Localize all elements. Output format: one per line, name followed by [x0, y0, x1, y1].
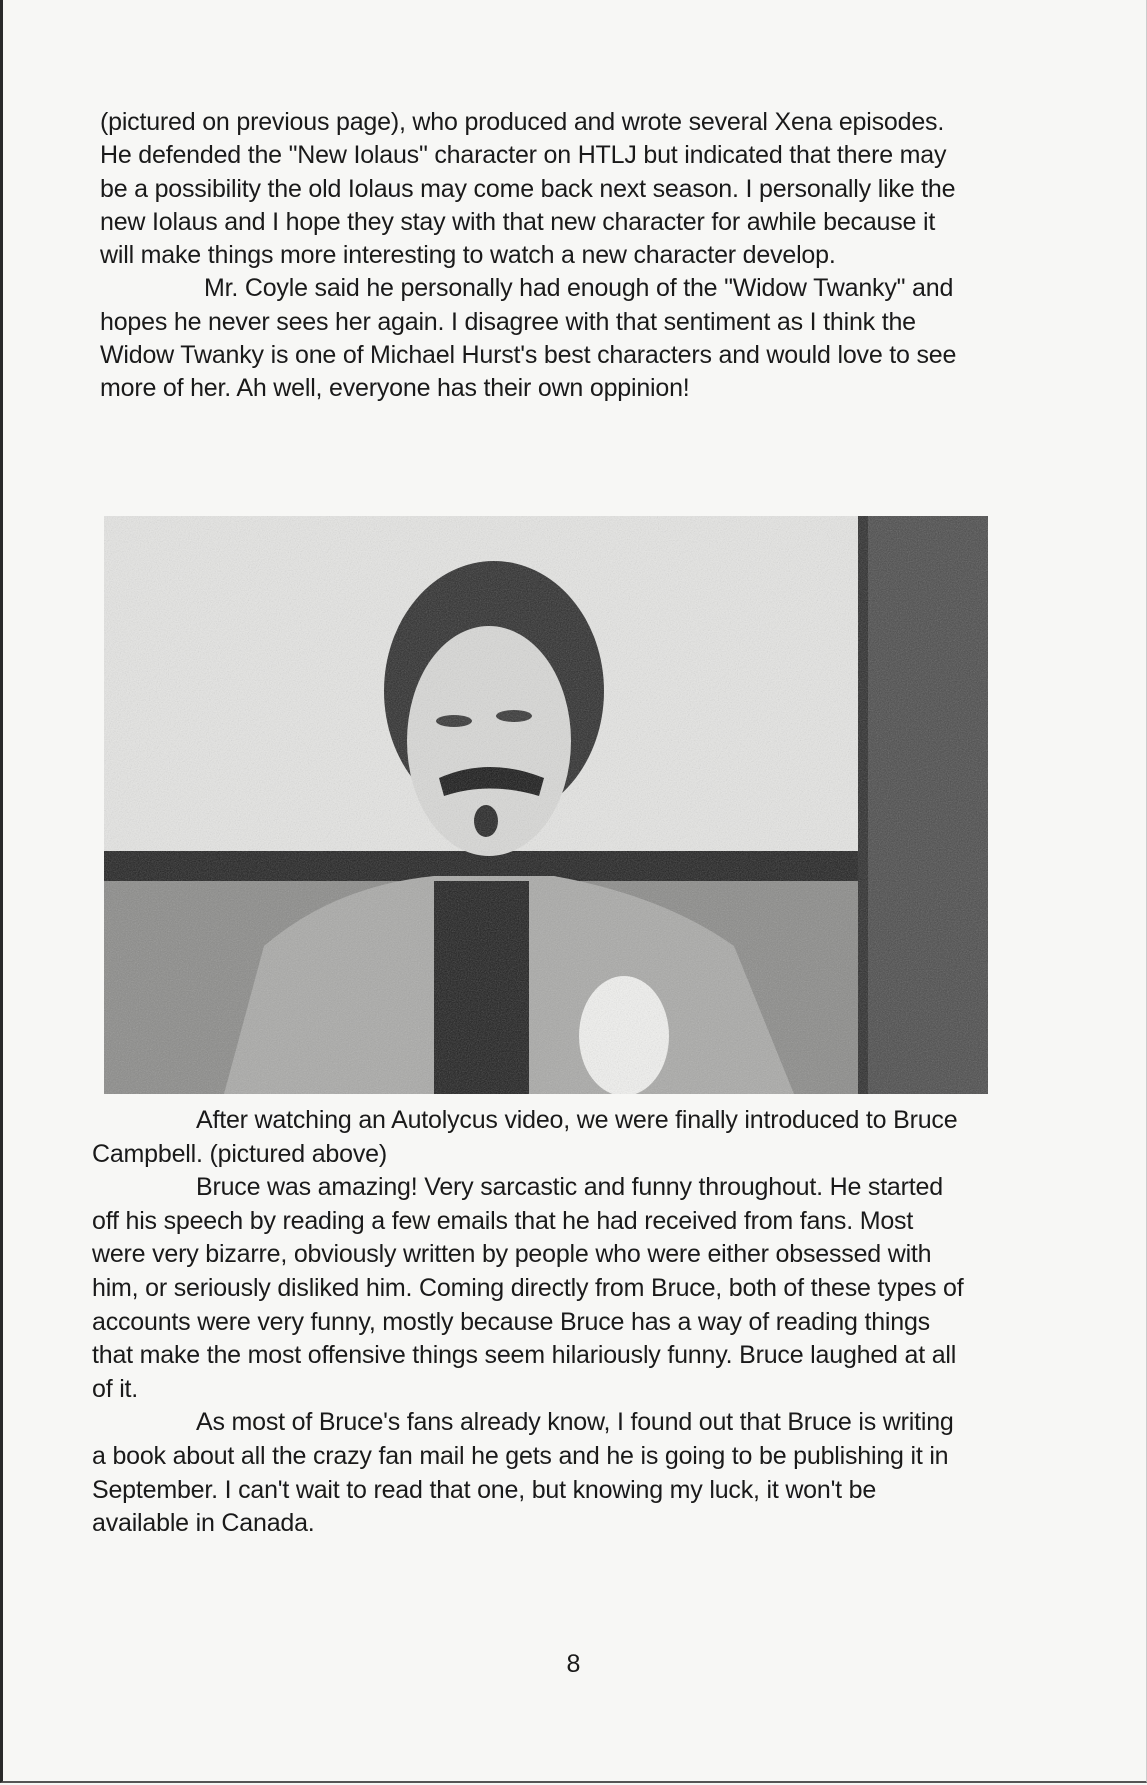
article-text-top [100, 106, 970, 406]
article-text-bottom [92, 1104, 970, 1541]
paragraph: Mr. Coyle said he personally had enough of the "Widow Twanky" and hopes he never sees her again. I disagree with that sentiment as I think the Widow Twanky is one of Michael Hurst's best characters and would love to see more of her. Ah well, everyone has their own oppinion! [100, 274, 957, 403]
paragraph: Bruce was amazing! Very sarcastic and funny throughout. He started off his speech by reading a few emails that he had received from fans. Most were very bizarre, obviously written by people who were either obsessed with him, or seriously disliked him. Coming directly from Bruce, both of these types of accounts were very funny, mostly because Bruce has a way of reading things that make the most offensive things seem hilariously funny. Bruce laughed at all of it. [92, 1173, 964, 1403]
page-number: 8 [566, 1650, 581, 1678]
paragraph: After watching an Autolycus video, we were finally introduced to Bruce Campbell. (pictured above) [92, 1106, 958, 1168]
paragraph: (pictured on previous page), who produced and wrote several Xena episodes. He defended the "New Iolaus" character on HTLJ but indicated that there may be a possibility the old Iolaus may come back next season. I personally like the new Iolaus and I hope they stay with that new character for awhile because it will make things more interesting to watch a new character develop. [100, 108, 956, 270]
paragraph: As most of Bruce's fans already know, I found out that Bruce is writing a book about all the crazy fan mail he gets and he is going to be publishing it in September. I can't wait to read that one, but knowing my luck, it won't be available in Canada. [92, 1408, 954, 1538]
photo-bruce-campbell [104, 516, 988, 1094]
